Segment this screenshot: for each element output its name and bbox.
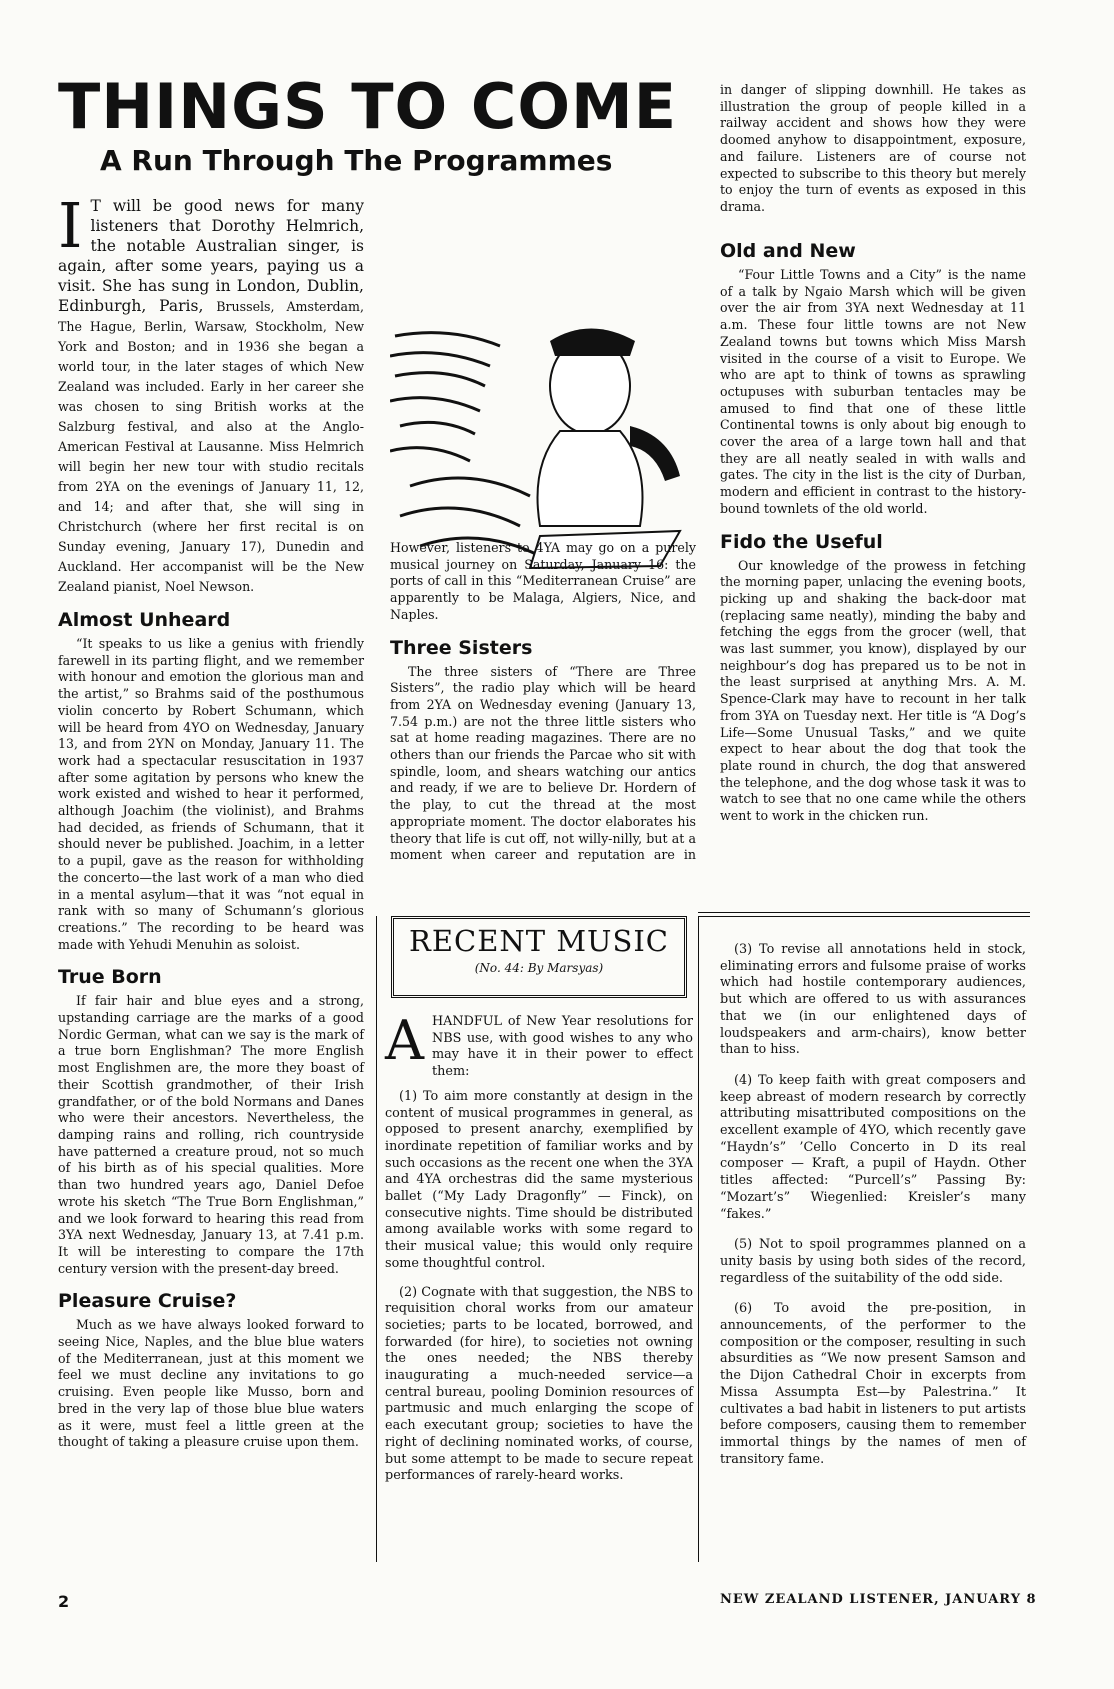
true-born-body: If fair hair and blue eyes and a strong, upstanding carriage are the marks of a good Nordic German, what can we say is the mark of a true born Englishman? The more English most Englishmen are, the more they boast of their Scottish grandmother, of their Irish grandfather, or of the bold Normans and Danes who were their ancestors. Nevertheless, the damping rains and rolling, rich countryside have patterned a creature proud, not so much of his birth as of his special qualities. More than two hundred years ago, Daniel Defoe wrote his sketch “The True Born Englishman,” and we look forward to hearing this read from 3YA next Wednesday, January 13, at 7.41 p.m. It will be interesting to compare the 17th century version with the present-day breed. [58, 993, 364, 1276]
recent-music-column-2 [720, 942, 1026, 1482]
heading-true-born: True Born [58, 966, 162, 989]
pleasure-cruise-body: Much as we have always looked forward to seeing Nice, Naples, and the blue blue waters of the Mediterranean, just at this moment we feel we must decline any invitations to go cruising. Even people like Musso, born and bred in the very lap of those blue blue waters as it were, must feel a little green at the thought of taking a pleasure cruise upon them. [58, 1317, 364, 1450]
resolution-item: (1) To aim more constantly at design in the content of musical programmes in general, as opposed to present anarchy, exemplified by inordinate repetition of familiar works and by such occasions as the recent one when the 3YA and 4YA orchestras did the same mysterious ballet (“My Lady Dragonfly” — Finck), on consecutive nights. Time should be distributed among available works with some regard to their musical value; this would only require some thoughtful control. [385, 1088, 693, 1271]
heading-fido: Fido the Useful [720, 530, 883, 553]
intro-lead: T will be good news for many listeners that Dorothy Helmrich, the notable Australian singer, is again, after some years, paying us a visit. She has sung in London, Dublin, Edinburgh, Paris, [58, 197, 364, 315]
fido-body: Our knowledge of the prowess in fetching the morning paper, unlacing the evening boots, picking up and shaking the back-door mat (replacing same neatly), minding the baby and fetching the eggs from the grocer (well, that was last summer, you know), displayed by our neighbour’s dog has prepared us to be not in the least surprised at anything Mrs. A. M. Spence-Clark may have to recount in her talk from 3YA on Tuesday next. Her title is “A Dog’s Life—Some Unusual Tasks,” and we quite expect to hear about the dog that took the plate round in church, the dog that answered the telephone, and the dog whose task it was to watch to see that no one came while the others went to work in the chicken run. [720, 557, 1026, 824]
heading-three-sisters: Three Sisters [390, 636, 533, 659]
pleasure-cruise-body-2: However, listeners to 4YA may go on a purely musical journey on Saturday, January 16: the ports of call in this “Mediterranean Cruise” are apparently to be Malaga, Algiers, Nice, and Naples. [390, 540, 696, 622]
three-sisters-continued: in danger of slipping downhill. He takes as illustration the group of people killed in a railway accident and shows how they were doomed anyhow to disappointment, exposure, and failure. Listeners are of course not expected to subscribe to this theory but merely to enjoy the turn of events as exposed in this drama. [720, 82, 1026, 214]
recent-music-box [391, 916, 687, 998]
recent-music-title: RECENT MUSIC [409, 924, 669, 958]
heading-almost-unheard: Almost Unheard [58, 609, 231, 631]
recent-music-column [385, 916, 693, 1487]
column-2-text [390, 196, 696, 280]
drop-cap-a: A [385, 1009, 424, 1072]
column-1 [58, 189, 364, 1451]
resolution-item: (6) To avoid the pre-position, in announcements, of the performer to the composition or the composer, resulting in such absurdities as “We now present Samson and the Dijon Cathedral Choir in excerpts from Missa Assumpta Est—by Palestrina.” It cultivates a bad habit in listeners to put artists before composers, causing them to remember immortal things by the names of men of transitory fame. [720, 1301, 1026, 1467]
old-and-new-body: “Four Little Towns and a City” is the name of a talk by Ngaio Marsh which will be given over the air from 3YA next Wednesday at 11 a.m. These four little towns are not New Zealand towns but towns which Miss Marsh visited in the course of a visit to Europe. We who are apt to think of towns as sprawling octupuses with suburban tentacles may be amused to find that one of these little Continental towns is only about big enough to cover the area of a large town hall and that they are all neatly sealed in with walls and gates. The city in the list is the city of Durban, modern and efficient in contrast to the history-bound townlets of the old world. [720, 267, 1026, 516]
resolution-item: (3) To revise all annotations held in stock, eliminating errors and fulsome praise of works which had hostile contemporary audiences, but which are offered to us with assurances that we (in our enlightened days of loudspeakers and arm-chairs), know better than to hiss. [720, 942, 1026, 1058]
drop-cap: I [58, 189, 83, 262]
intro-paragraph [58, 189, 364, 596]
page-title: THINGS TO COME [58, 70, 678, 143]
almost-unheard-body: “It speaks to us like a genius with friendly farewell in its parting flight, and we remember with honour and emotion the glorious man and the artist,” so Brahms said of the posthumous violin concerto by Robert Schumann, which will be heard from 4YO on Wednesday, January 13, and from 2YN on Monday, January 11. The work had a spectacular resuscitation in 1937 after some agitation by persons who knew the work existed and wished to hear it performed, although Joachim (the violinist), and Brahms had decided, as friends of Schumann, that it should never be published. Joachim, in a letter to a pupil, gave as the reason for withholding the concerto—the last work of a man who died in a mental asylum—that it was “not equal in rank with so many of Schumann’s glorious creations.” The recording to be heard was made with Yehudi Menuhin as soloist. [58, 636, 364, 952]
intro-rest: Brussels, Amsterdam, The Hague, Berlin, Warsaw, Stockholm, New York and Boston; and in 1936 she began a world tour, in the later stages of which New Zealand was included. Early in her career she was chosen to sing British works at the Salzburg festival, and also at the Anglo-American Festival at Lausanne. Miss Helmrich will begin her new tour with studio recitals from 2YA on the evenings of January 11, 12, and 14; and after that, she will sing in Christchurch (where her first recital is on Sunday evening, January 17), Dunedin and Auckland. Her accompanist will be the New Zealand pianist, Noel Newson. [58, 299, 364, 594]
heading-pleasure-cruise: Pleasure Cruise? [58, 1290, 237, 1313]
resolution-item: (5) Not to spoil programmes planned on a unity basis by using both sides of the record, regardless of the suitability of the odd side. [720, 1237, 1026, 1286]
page-number: 2 [58, 1592, 70, 1611]
column-2-lower [390, 540, 696, 864]
page-subtitle: A Run Through The Programmes [100, 144, 613, 177]
column-rule-left [376, 916, 377, 1562]
resolution-item: (4) To keep faith with great composers and keep abreast of modern research by correctly attributing misattributed compositions on the excellent example of 4YO, which recently gave “Haydn’s” ’Cello Concerto in D its real composer — Kraft, a pupil of Haydn. Other titles affected: “Purcell’s” Passing By: “Mozart’s” Wiegenlied: Kreisler’s many “fakes.” [720, 1072, 1026, 1222]
three-sisters-body: The three sisters of “There are Three Sisters”, the radio play which will be heard from 2YA on Wednesday evening (January 13, 7.54 p.m.) are not the three little sisters who sat at home reading magazines. There are no others than our friends the Parcae who sit with spindle, loom, and shears watching our antics and ready, if we are to believe Dr. Hordern of the play, to cut the thread at the most appropriate moment. The doctor elaborates his theory that life is cut off, not willy-nilly, but at a moment when career and reputation are in [390, 663, 696, 863]
column-3 [720, 82, 1026, 825]
column-rule-right [698, 916, 699, 1562]
recent-music-intro: AHANDFUL of New Year resolutions for NBS use, with good wishes to any who may have it in their power to effect them: [385, 1009, 693, 1080]
section-divider [698, 912, 1030, 917]
resolution-item: (2) Cognate with that suggestion, the NBS to requisition choral works from our amateur societies; parts to be located, borrowed, and forwarded (for hire), to societies not owning the ones needed; the NBS thereby inaugurating a much-needed service—a central bureau, pooling Dominion resources of partmusic and much enlarging the scope of each executant group; societies to have the right of declining nominated works, of course, but some attempt to be made to secure repeat performances of rarely-heard works. [385, 1284, 693, 1484]
heading-old-and-new: Old and New [720, 240, 856, 262]
recent-music-byline: (No. 44: By Marsyas) [474, 960, 604, 975]
publication-footer: NEW ZEALAND LISTENER, JANUARY 8 [720, 1592, 1037, 1607]
cartoon-illustration [390, 316, 696, 578]
